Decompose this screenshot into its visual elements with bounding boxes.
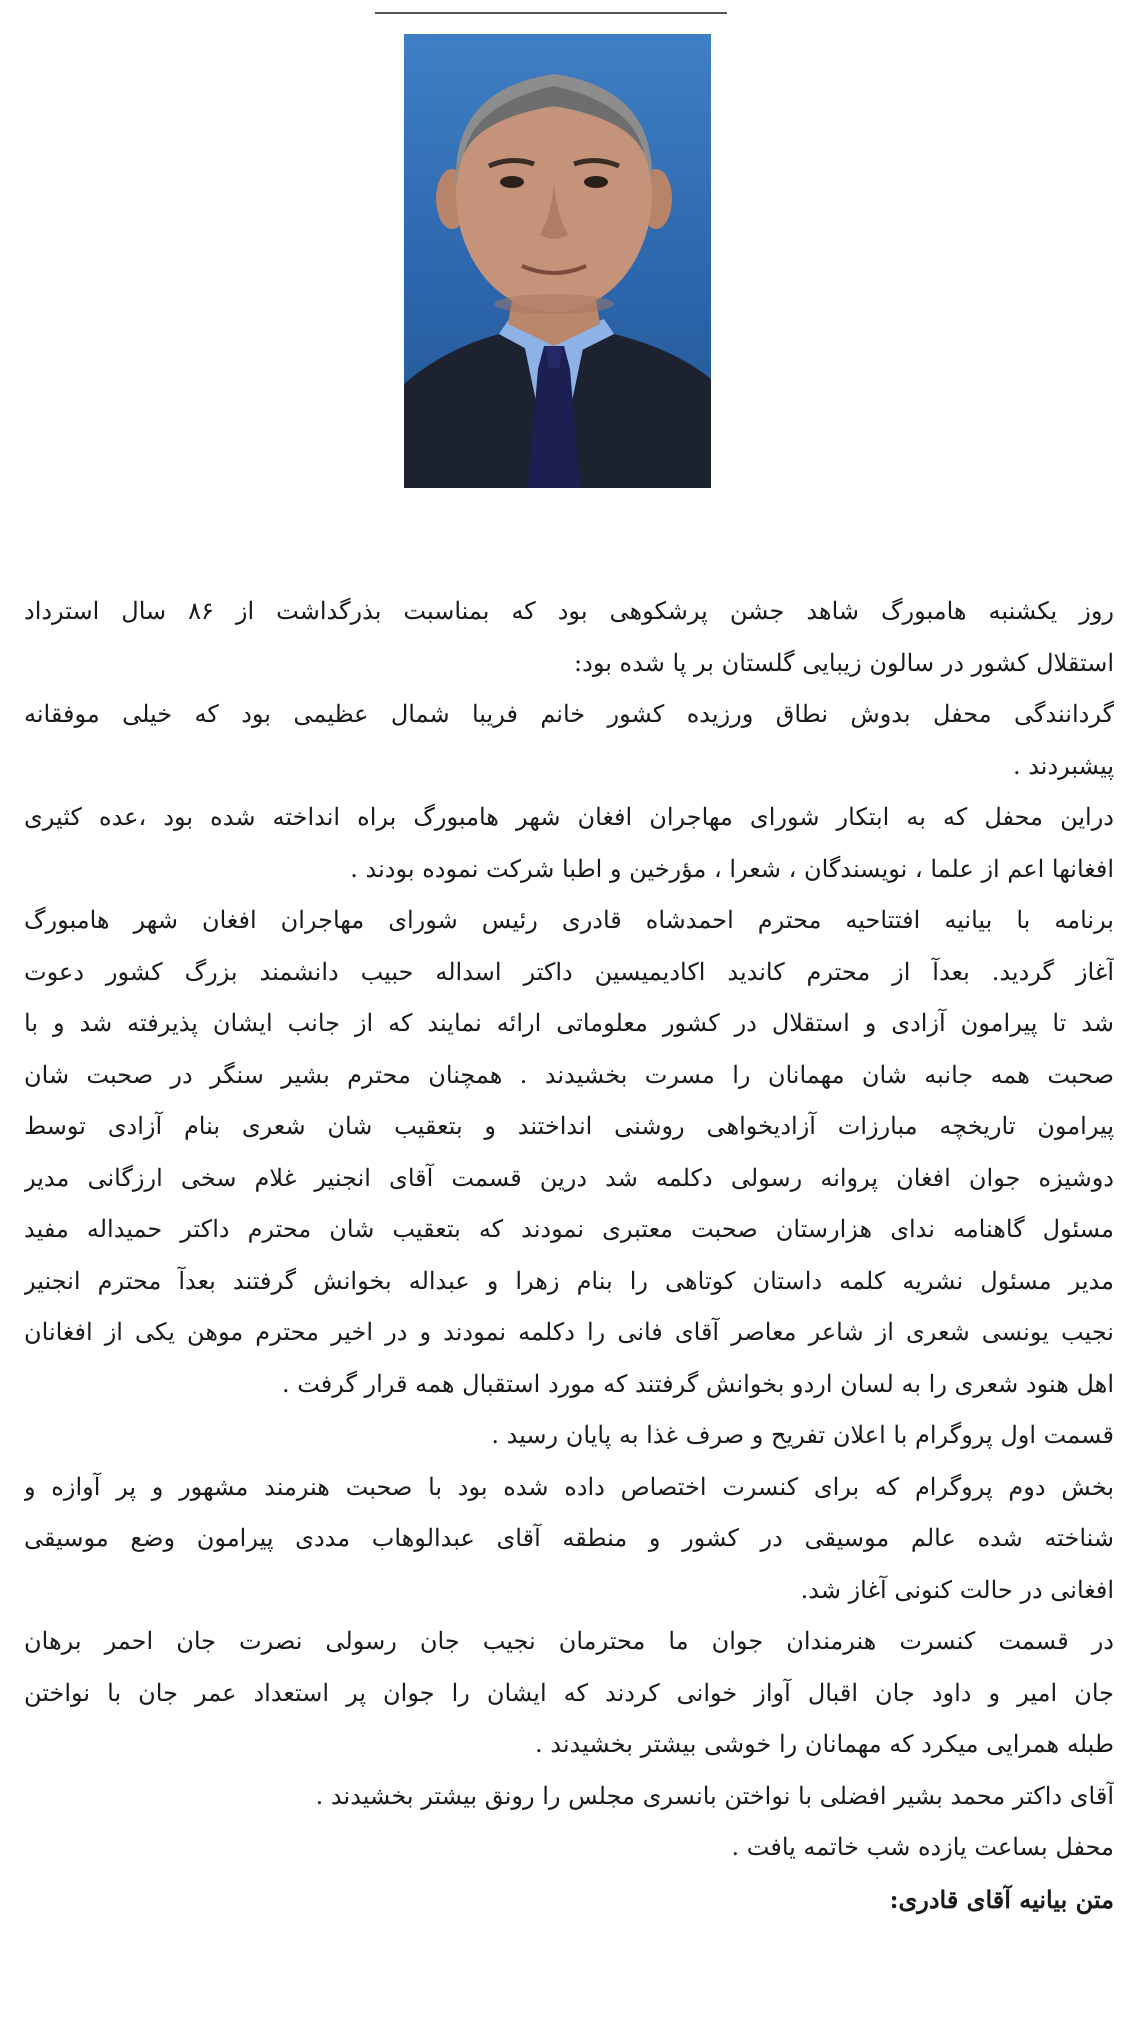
article-line: استقلال کشور در سالون زیبایی گلستان بر پا شده بود:	[574, 648, 1114, 677]
portrait-photo	[404, 34, 711, 488]
article-line: آغاز گردید. بعدآ از محترم کاندید اکادیمیسین داکتر اسداله حبیب دانشمند بزرگ کشور دعوت	[24, 957, 1114, 986]
article-line: پیرامون تاریخچه مبارزات آزادیخواهی روشنی انداختند و بتعقیب شان شعری بنام آزادی توسط	[24, 1112, 1114, 1140]
article-line: مسئول گاهنامه ندای هزارستان صحبت معتبری نمودند که بتعقیب شان محترم داکتر حمیداله مفید	[24, 1215, 1114, 1243]
article-line: جان امیر و داود جان اقبال آواز خوانی کردند که ایشان را جوان پر استعداد عمر جان با نواختن	[24, 1678, 1114, 1707]
article-line: دراین محفل که به ابتکار شورای مهاجران افغان شهر هامبورگ براه انداخته شده بود ،عده کثیری	[24, 803, 1114, 831]
article-line: صحبت همه جانبه شان مهمانان را مسرت بخشیدند . همچنان محترم بشیر سنگر در صحبت شان	[24, 1060, 1114, 1089]
article-text	[24, 586, 1114, 1925]
article-line: نجیب یونسی شعری از شاعر معاصر آقای فانی را دکلمه نمودند و در اخیر محترم موهن یکی از افغانان	[24, 1318, 1114, 1346]
article-line: بخش دوم پروگرام که برای کنسرت اختصاص داده شده بود با صحبت هنرمند مشهور و پر آوازه و	[24, 1472, 1114, 1501]
article-line: برنامه با بیانیه افتتاحیه محترم احمدشاه قادری رئیس شورای مهاجران افغان شهر هامبورگ	[24, 906, 1114, 934]
article-line: طبله همرایی میکرد که مهمانان را خوشی بیشتر بخشیدند .	[535, 1730, 1114, 1758]
article-line: شد تا پیرامون آزادی و استقلال در کشور معلوماتی ارائه نمایند که از جانب ایشان پذیرفته شد و با	[24, 1009, 1114, 1037]
article-line: قسمت اول پروگرام با اعلان تفریح و صرف غذا به پایان رسید .	[491, 1421, 1114, 1449]
article-line: روز یکشنبه هامبورگ شاهد جشن پرشکوهی بود که بمناسبت بذرگداشت از ۸۶ سال استرداد	[24, 597, 1114, 625]
article-line: آقای داکتر محمد بشیر افضلی با نواختن بانسری مجلس را رونق بیشتر بخشیدند .	[315, 1781, 1114, 1810]
article-line: شناخته شده عالم موسیقی در کشور و منطقه آقای عبدالوهاب مددی پیرامون وضع موسیقی	[24, 1524, 1114, 1552]
article-line: افغانی در حالت کنونی آغاز شد.	[800, 1575, 1114, 1604]
article-line: در قسمت کنسرت هنرمندان جوان ما محترمان نجیب جان رسولی نصرت جان احمر برهان	[24, 1627, 1114, 1655]
article-line: گردانندگی محفل بدوش نطاق ورزیده کشور خانم فریبا شمال عظیمی بود که خیلی موفقانه	[24, 700, 1114, 728]
article-line: محفل بساعت یازده شب خاتمه یافت .	[731, 1833, 1114, 1861]
article-line: مدیر مسئول نشریه کلمه داستان کوتاهی را بنام زهرا و عبداله بخوانش گرفتند بعدآ محترم انجنیر	[24, 1266, 1114, 1295]
speech-heading: متن بیانیه آقای قادری:	[889, 1884, 1114, 1914]
portrait-illustration	[404, 34, 711, 488]
article-line: افغانها اعم از علما ، نویسندگان ، شعرا ، مؤرخین و اطبا شرکت نموده بودند .	[350, 854, 1114, 883]
article-line: پیشبردند .	[1012, 751, 1114, 780]
article-line: اهل هنود شعری را به لسان اردو بخوانش گرفتند که مورد استقبال همه قرار گرفت .	[281, 1369, 1114, 1398]
article-line: دوشیزه جوان افغان پروانه رسولی دکلمه شد درین قسمت آقای انجنیر غلام سخی ارزگانی مدیر	[24, 1163, 1114, 1192]
top-divider	[375, 12, 727, 14]
